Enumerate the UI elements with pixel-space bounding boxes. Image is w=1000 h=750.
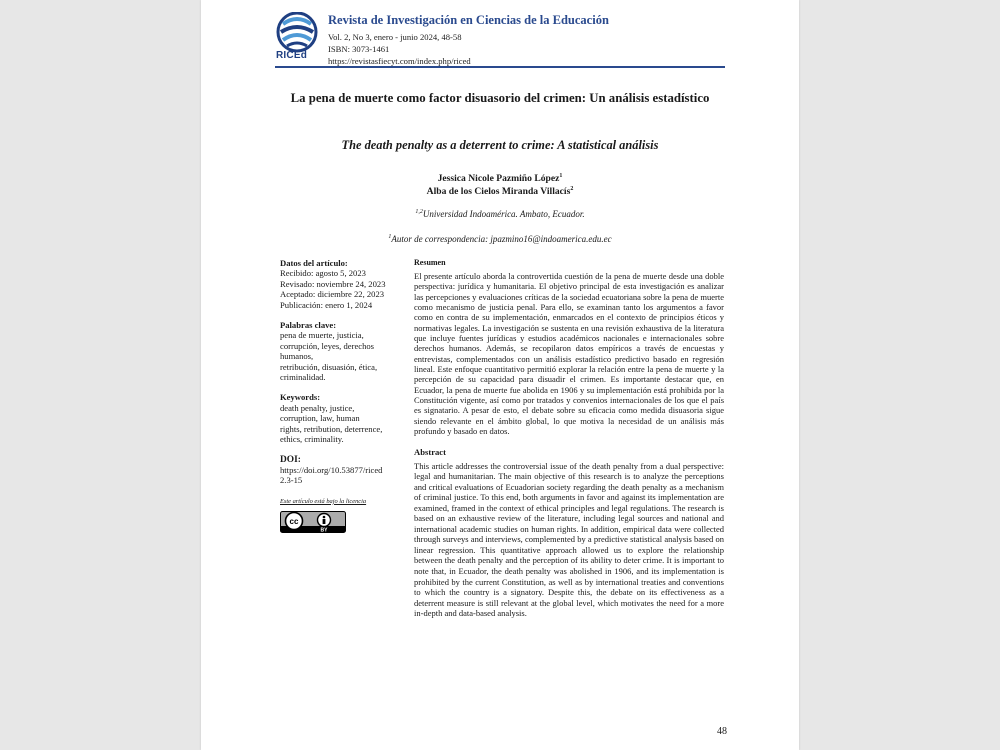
abstract-text: This article addresses the controversial issue of the death penalty from a dual perspective: legal and humanitarian. The main objective of this research is to analyze the perceptions and critical evaluations of Ecuadorian society regarding the death penalty as a mechanism of criminal justice. To this end, both arguments in favor and against its implementation are examined, framed in the context of ethical principles and legal regulations. The research is based on an exhaustive review of the literature, including legal sources and national and international academic studies on human rights. In addition, empirical data were collected through surveys and interviews, complemented by a predictive statistical analysis based on linear regression. This quantitative approach allowed us to explore the relationship between the death penalty and the perception of its ability to deter crime. It is important to note that, in Ecuador, the death penalty was abolished in 1906, and its implementation is prohibited by the current Constitution, as well as by international treaties and conventions to which the country is a signatory. Despite this, the debate on its effectiveness as a deterrent measure is still relevant at the global level, which motivates the need for a more in-depth and data-based analysis. [414,460,724,619]
date-line: Revisado: noviembre 24, 2023 [280,278,386,289]
article-title-en: The death penalty as a deterrent to crime: A statistical análisis [341,138,659,152]
page-number: 48 [717,726,727,737]
palabras-line: pena de muerte, justicia, [280,330,364,341]
author-sup: 2 [570,186,574,192]
cc-by-icon[interactable] [280,511,346,533]
datos-heading: Datos del artículo: [280,258,348,268]
resumen-text: El presente artículo aborda la controvertida cuestión de la pena de muerte desde una doble perspectiva: jurídica y humanitaria. El objetivo principal de esta investigación es analizar las percepciones y evaluaciones críticas de la sociedad ecuatoriana sobre la pena de muerte como mecanismo de justicia penal. Para ello, se examinan tanto los argumentos a favor como en contra de su implementación, enmarcados en el contexto de principios éticos y normativas legales. La investigación se sustenta en una revisión exhaustiva de la literatura que incluye fuentes jurídicas y estudios académicos nacionales e internacionales sobre derechos humanos. Además, se recopilaron datos empíricos a través de encuestas y entrevistas, complementados con un análisis estadístico predictivo basado en regresión lineal. Este enfoque cuantitativo permitió explorar la relación entre la pena de muerte y la percepción de su capacidad para disuadir el crimen. Es importante destacar que, en Ecuador, la pena de muerte fue abolida en 1906 y su implementación está prohibida por la Constitución vigente, así como por tratados y convenios internacionales de los que el país es signatario. A pesar de esto, el debate sobre su eficacia como medida disuasoria sigue siendo relevante en el ámbito global, lo que motiva la necesidad de un análisis más profundo y basado en datos. [414,271,724,437]
palabras-heading: Palabras clave: [280,320,337,331]
correspondence-text: Autor de correspondencia: jpazmino16@indoamerica.edu.ec [391,234,612,244]
palabras-block [280,320,415,382]
keywords-line: ethics, criminality. [280,434,344,445]
affiliation-sup: 1,2 [415,209,423,215]
doi-block [280,455,415,536]
affiliation [275,209,725,219]
header-rule [275,66,725,68]
license-text[interactable]: Este artículo está bajo la licencia [280,497,367,505]
abstract-heading: Abstract [414,446,446,457]
article-sidebar [280,258,415,546]
date-line: Publicación: enero 1, 2024 [280,299,373,310]
author-2 [275,186,725,197]
author-sup: 1 [559,173,563,179]
journal-issn: ISBN: 3073-1461 [328,44,390,54]
dates-block [280,258,415,310]
logo-text: RICEd [276,50,307,61]
author-name: Jessica Nicole Pazmiño López [437,173,560,185]
journal-header [275,9,725,67]
keywords-heading: Keywords: [280,392,321,403]
date-line: Recibido: agosto 5, 2023 [280,268,366,279]
doi-link[interactable]: https://doi.org/10.53877/riced [280,464,383,475]
journal-volume: Vol. 2, No 3, enero - junio 2024, 48-58 [328,32,462,42]
keywords-line: rights, retribution, deterrence, [280,423,383,434]
palabras-line: corrupción, leyes, derechos [280,340,375,351]
correspondence [275,234,725,244]
keywords-line: death penalty, justice, [280,402,355,413]
correspondence-sup: 1 [388,234,392,240]
palabras-line: humanos, [280,351,314,362]
resumen-heading: Resumen [414,258,446,267]
journal-title: Revista de Investigación en Ciencias de la Educación [328,13,609,27]
keywords-block [280,392,415,444]
article-title-es: La pena de muerte como factor disuasorio del crimen: Un análisis estadístico [290,91,710,105]
author-1 [275,173,725,184]
palabras-line: criminalidad. [280,372,326,383]
article-main-column [414,258,724,619]
palabras-line: retribución, disuasión, ética, [280,361,378,372]
author-name: Alba de los Cielos Miranda Villacís [426,186,571,198]
doi-link-cont[interactable]: 2.3-15 [280,475,303,486]
keywords-line: corruption, law, human [280,413,360,424]
paper-page [201,0,799,750]
journal-url[interactable]: https://revistasfiecyt.com/index.php/riced [328,56,471,66]
affiliation-text: Universidad Indoamérica. Ambato, Ecuador. [422,209,585,219]
date-line: Aceptado: diciembre 22, 2023 [280,289,385,300]
svg-text:cc: cc [289,517,299,527]
svg-text:BY: BY [320,527,328,534]
doi-heading: DOI: [280,454,301,465]
